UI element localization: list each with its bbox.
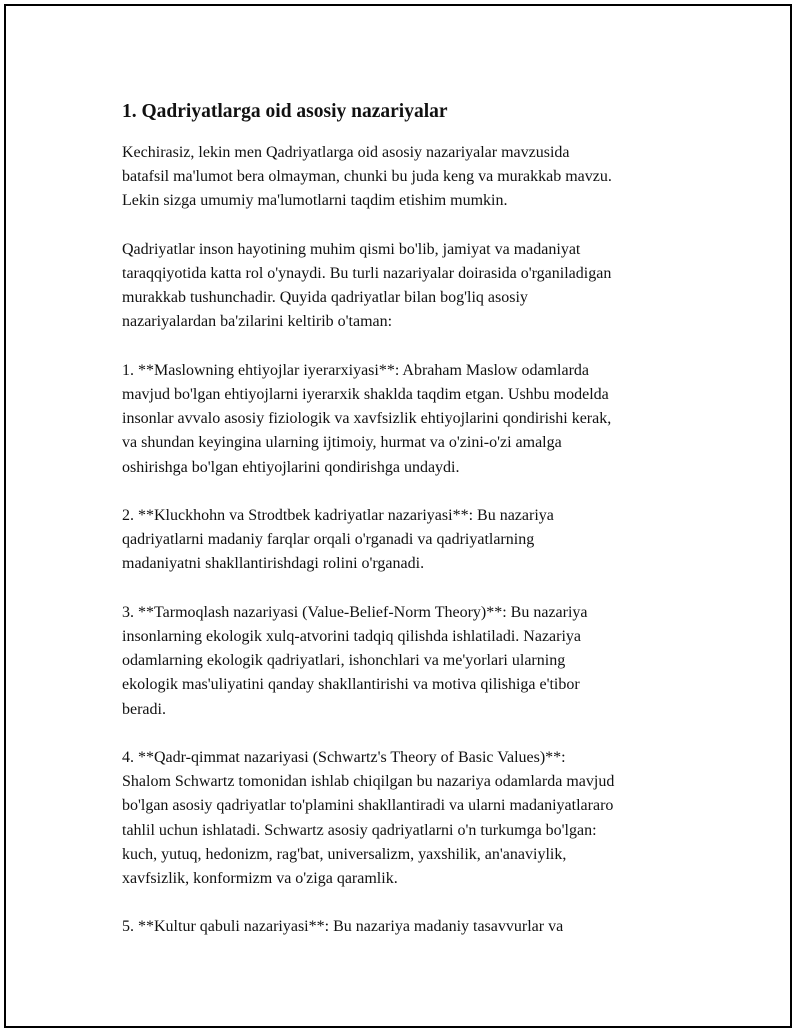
document-body [122, 98, 702, 964]
list-item-schwartz: 4. **Qadr-qimmat nazariyasi (Schwartz's Theory of Basic Values)**: Shalom Schwartz tomonidan ishlab chiqilgan bu nazariya odamlarda mavjud bo'lgan asosiy qadriyatlar to'plamini shakllantiradi va ularni madaniyatlararo tahlil uchun ishlatadi. Schwartz asosiy qadriyatlarni o'n turkumga bo'lgan: kuch, yutuq, hedonizm, rag'bat, universalizm, yaxshilik, an'anaviylik, xavfsizlik, konformizm va o'ziga qaramlik. [122, 749, 615, 888]
document-title: 1. Qadriyatlarga oid asosiy nazariyalar [122, 101, 448, 122]
list-item-value-belief-norm: 3. **Tarmoqlash nazariyasi (Value-Belief-Norm Theory)**: Bu nazariya insonlarning ekologik xulq-atvorini tadqiq qilishda ishlatiladi. Nazariya odamlarning ekologik qadriyatlari, ishonchlari va me'yorlari ularning ekologik mas'uliyatini qanday shakllantirishi va motiva qilishiga e'tibor beradi. [122, 603, 588, 718]
list-item-maslow: 1. **Maslowning ehtiyojlar iyerarxiyasi**: Abraham Maslow odamlarda mavjud bo'lgan ehtiyojlarni iyerarxik shaklda taqdim etgan. Ushbu modelda insonlar avvalo asosiy fiziologik va xavfsizlik ehtiyojlarini qondirishi kerak, va shundan keyingina ularning ijtimoiy, hurmat va o'zini-o'zi amalga oshirishga bo'lgan ehtiyojlarini qondirishga undaydi. [122, 361, 612, 476]
page-frame [4, 4, 792, 1028]
list-item-kluckhohn: 2. **Kluckhohn va Strodtbek kadriyatlar nazariyasi**: Bu nazariya qadriyatlarni madaniy farqlar orqali o'rganadi va qadriyatlarning madaniyatni shakllantirishdagi rolini o'rganadi. [122, 507, 554, 573]
paragraph-overview: Qadriyatlar inson hayotining muhim qismi bo'lib, jamiyat va madaniyat taraqqiyotida katta rol o'ynaydi. Bu turli nazariyalar doirasida o'rganiladigan murakkab tushunchadir. Quyida qadriyatlar bilan bog'liq asosiy nazariyalardan ba'zilarini keltirib o'taman: [122, 240, 612, 331]
paragraph-intro: Kechirasiz, lekin men Qadriyatlarga oid asosiy nazariyalar mavzusida batafsil ma'lumot bera olmayman, chunki bu juda keng va murakkab mavzu. Lekin sizga umumiy ma'lumotlarni taqdim etishim mumkin. [122, 144, 612, 210]
list-item-kultur: 5. **Kultur qabuli nazariyasi**: Bu nazariya madaniy tasavvurlar va [122, 918, 564, 936]
